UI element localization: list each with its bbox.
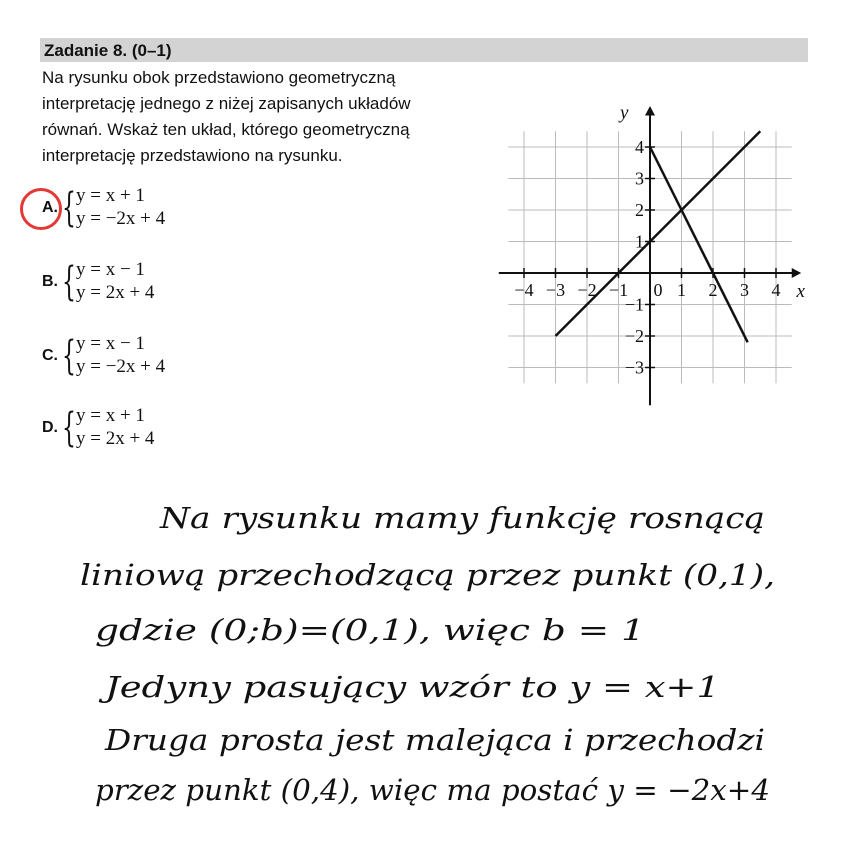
option-letter: B. bbox=[42, 273, 58, 290]
x-axis-label: x bbox=[796, 281, 805, 302]
x-tick-label: 1 bbox=[677, 280, 686, 300]
y-tick-label: 3 bbox=[635, 168, 644, 189]
option-equation-1: y = x + 1 bbox=[76, 185, 145, 206]
x-tick-label: −2 bbox=[577, 280, 597, 300]
option-equation-1: y = x − 1 bbox=[76, 333, 145, 354]
x-tick-label: 3 bbox=[740, 280, 749, 300]
x-tick-label: 2 bbox=[708, 280, 718, 300]
y-tick-label: −3 bbox=[624, 357, 644, 378]
option-letter: A. bbox=[42, 199, 58, 216]
option-equation-2: y = 2x + 4 bbox=[76, 428, 155, 449]
option-equation-1: y = x + 1 bbox=[76, 405, 145, 426]
option-equation-2: y = −2x + 4 bbox=[76, 208, 166, 229]
brace-icon: { bbox=[62, 259, 76, 305]
x-tick-label: −1 bbox=[608, 280, 629, 300]
question-line: interpretację jednego z niżej zapisanych układów bbox=[42, 94, 411, 113]
y-tick-label: −1 bbox=[624, 294, 644, 315]
x-tick-label: −3 bbox=[545, 280, 566, 300]
y-tick-label: 1 bbox=[635, 231, 644, 252]
brace-icon: { bbox=[62, 405, 76, 451]
x-tick-label: 4 bbox=[771, 280, 781, 300]
handwritten-line: Jedyny pasujący wzór to y = x+1 bbox=[98, 670, 720, 704]
option-letter: D. bbox=[42, 419, 58, 436]
option-equation-2: y = −2x + 4 bbox=[76, 356, 166, 377]
option-letter: C. bbox=[42, 347, 58, 364]
option-equation-2: y = 2x + 4 bbox=[76, 282, 155, 303]
y-tick-label: −2 bbox=[624, 326, 644, 346]
y-axis-label: y bbox=[620, 102, 629, 124]
handwritten-line: Na rysunku mamy funkcję rosnącą bbox=[158, 501, 765, 535]
question-line: interpretację przedstawiono na rysunku. bbox=[42, 146, 343, 165]
y-tick-label: 4 bbox=[635, 137, 644, 157]
option-equation-1: y = x − 1 bbox=[76, 259, 145, 280]
x-tick-label: 0 bbox=[653, 280, 663, 300]
question-line: równań. Wskaż ten układ, którego geometryczną bbox=[42, 120, 410, 139]
handwritten-line: Druga prosta jest malejąca i przechodzi bbox=[103, 723, 765, 757]
handwritten-line: gdzie (0;b)=(0,1), więc b = 1 bbox=[95, 613, 645, 647]
handwritten-line: przez punkt (0,4), więc ma postać y = −2x+4 bbox=[95, 773, 770, 807]
brace-icon: { bbox=[62, 185, 76, 231]
task-title: Zadanie 8. (0–1) bbox=[44, 41, 172, 60]
handwritten-line: liniową przechodzącą przez punkt (0,1), bbox=[80, 558, 775, 592]
question-line: Na rysunku obok przedstawiono geometryczną bbox=[42, 68, 396, 87]
y-tick-label: 2 bbox=[635, 200, 644, 220]
x-tick-label: −4 bbox=[514, 280, 534, 300]
brace-icon: { bbox=[62, 333, 76, 379]
